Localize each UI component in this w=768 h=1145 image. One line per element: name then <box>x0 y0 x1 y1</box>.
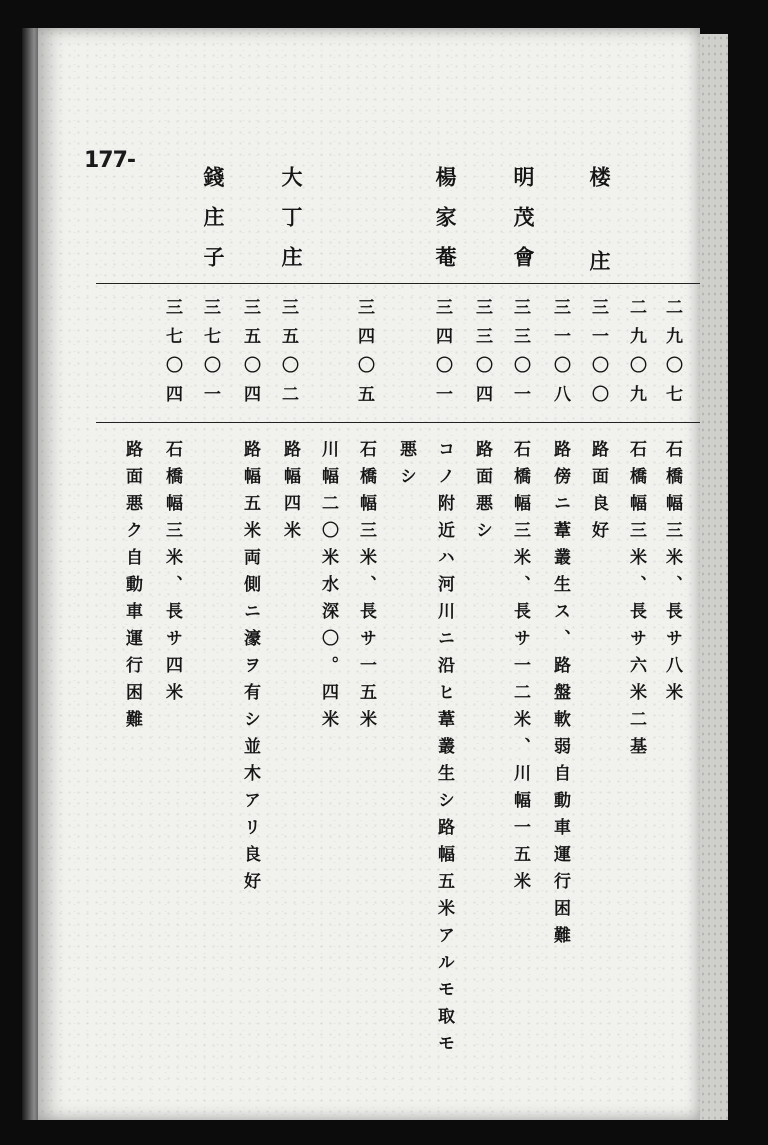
elevation-value: 三五〇二 <box>278 298 298 414</box>
adjacent-page-strip <box>700 34 728 1120</box>
road-note: 石橋幅三米、長サ八米 <box>662 440 682 710</box>
page-number: 177- <box>84 148 136 173</box>
road-note: 悪シ <box>396 440 416 494</box>
elevation-value: 三一〇八 <box>550 298 570 414</box>
road-note: 石橋幅三米、長サ一二米、川幅一五米 <box>510 440 530 899</box>
road-note: 路幅四米 <box>280 440 300 548</box>
elevation-value: 三七〇四 <box>162 298 182 414</box>
place-name: 楊家菴 <box>433 166 458 286</box>
road-note: 路幅五米両側ニ濠ヲ有シ並木アリ良好 <box>240 440 260 899</box>
road-note: 路面良好 <box>588 440 608 548</box>
road-note: 路面悪シ <box>472 440 492 548</box>
road-note: 路面悪ク自動車運行困難 <box>122 440 142 737</box>
road-note: 石橋幅三米、長サ四米 <box>162 440 182 710</box>
elevation-value: 三四〇一 <box>432 298 452 414</box>
upper-rule <box>96 283 700 284</box>
place-name: 大丁庄 <box>279 166 304 286</box>
adjacent-page-edge <box>728 34 756 1120</box>
road-note: 石橋幅三米、長サ一五米 <box>356 440 376 737</box>
place-name: 楼 庄 <box>587 166 612 290</box>
elevation-value: 三三〇四 <box>472 298 492 414</box>
lower-rule <box>96 422 700 423</box>
road-note: 路傍ニ葦叢生ス、路盤軟弱自動車運行困難 <box>550 440 570 953</box>
elevation-value: 三四〇五 <box>354 298 374 414</box>
elevation-value: 二九〇七 <box>662 298 682 414</box>
elevation-value: 二九〇九 <box>626 298 646 414</box>
elevation-value: 三三〇一 <box>510 298 530 414</box>
road-note: コノ附近ハ河川ニ沿ヒ葦叢生シ路幅五米アルモ取モ <box>434 440 454 1061</box>
elevation-value: 三七〇一 <box>200 298 220 414</box>
elevation-value: 三一〇〇 <box>588 298 608 414</box>
place-name: 錢庄子 <box>201 166 226 286</box>
place-name: 明茂會 <box>511 166 536 286</box>
road-note: 石橋幅三米、長サ六米二基 <box>626 440 646 764</box>
road-note: 川幅二〇米水深〇。四米 <box>318 440 338 737</box>
elevation-value: 三五〇四 <box>240 298 260 414</box>
